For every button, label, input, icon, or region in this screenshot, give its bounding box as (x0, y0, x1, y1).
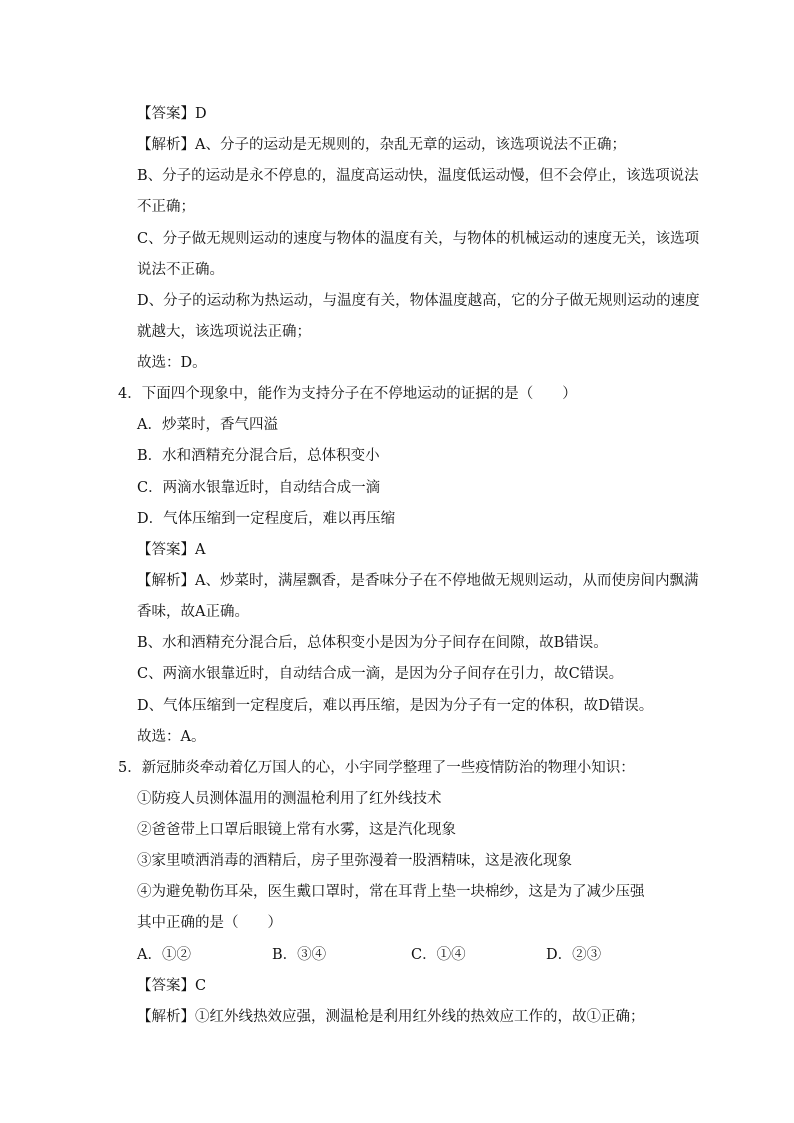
q5-item-3: ③家里喷洒消毒的酒精后，房子里弥漫着一股酒精味，这是液化现象 (137, 853, 572, 869)
q4-option-b: B．水和酒精充分混合后，总体积变小 (137, 448, 380, 464)
q3-analysis-line: 故选：D。 (137, 355, 207, 371)
q4-analysis-line: 故选：A。 (137, 729, 206, 745)
q3-analysis-line: 【解析】A、分子的运动是无规则的，杂乱无章的运动，该选项说法不正确； (137, 137, 626, 153)
q3-analysis-line: C、分子做无规则运动的速度与物体的温度有关，与物体的机械运动的速度无关，该选项 (137, 231, 700, 247)
q4-option-d: D．气体压缩到一定程度后，难以再压缩 (137, 511, 396, 527)
q5-option-c: C．①④ (411, 947, 466, 963)
q4-analysis-line: B、水和酒精充分混合后，总体积变小是因为分子间存在间隙，故B错误。 (137, 635, 608, 651)
q3-analysis-line: 就越大，该选项说法正确； (137, 324, 311, 340)
q5-prompt: 其中正确的是（ ） (137, 915, 282, 931)
q5-question: 5．新冠肺炎牵动着亿万国人的心，小宇同学整理了一些疫情防治的物理小知识： (118, 760, 635, 776)
q4-answer: 【答案】A (137, 542, 206, 558)
q4-analysis-line: D、气体压缩到一定程度后，难以再压缩，是因为分子有一定的体积，故D错误。 (137, 698, 654, 714)
q4-analysis-line: C、两滴水银靠近时，自动结合成一滴，是因为分子间存在引力，故C错误。 (137, 666, 624, 682)
q5-option-d: D．②③ (546, 947, 602, 963)
q4-analysis-line: 【解析】A、炒菜时，满屋飘香，是香味分子在不停地做无规则运动，从而使房间内飘满 (137, 573, 699, 589)
q5-analysis-line: 【解析】①红外线热效应强，测温枪是利用红外线的热效应工作的，故①正确； (137, 1009, 645, 1025)
q5-item-2: ②爸爸带上口罩后眼镜上常有水雾，这是汽化现象 (137, 822, 456, 838)
q5-option-a: A．①② (137, 947, 191, 963)
q5-item-1: ①防疫人员测体温用的测温枪利用了红外线技术 (137, 791, 442, 807)
q3-analysis-line: D、分子的运动称为热运动，与温度有关，物体温度越高，它的分子做无规则运动的速度 (137, 293, 700, 309)
q5-item-4: ④为避免勒伤耳朵，医生戴口罩时，常在耳背上垫一块棉纱，这是为了减少压强 (137, 884, 645, 900)
q5-answer: 【答案】C (137, 978, 207, 994)
q4-option-c: C．两滴水银靠近时，自动结合成一滴 (137, 480, 381, 496)
q4-option-a: A．炒菜时，香气四溢 (137, 417, 278, 433)
q4-analysis-line: 香味，故A正确。 (137, 604, 249, 620)
q3-analysis-line: 说法不正确。 (137, 262, 224, 278)
q4-question: 4．下面四个现象中，能作为支持分子在不停地运动的证据的是（ ） (118, 386, 577, 402)
q3-answer: 【答案】D (137, 106, 207, 122)
q5-option-b: B．③④ (272, 947, 327, 963)
q3-analysis-line: 不正确； (137, 199, 195, 215)
q3-analysis-line: B、分子的运动是永不停息的，温度高运动快，温度低运动慢，但不会停止，该选项说法 (137, 168, 699, 184)
